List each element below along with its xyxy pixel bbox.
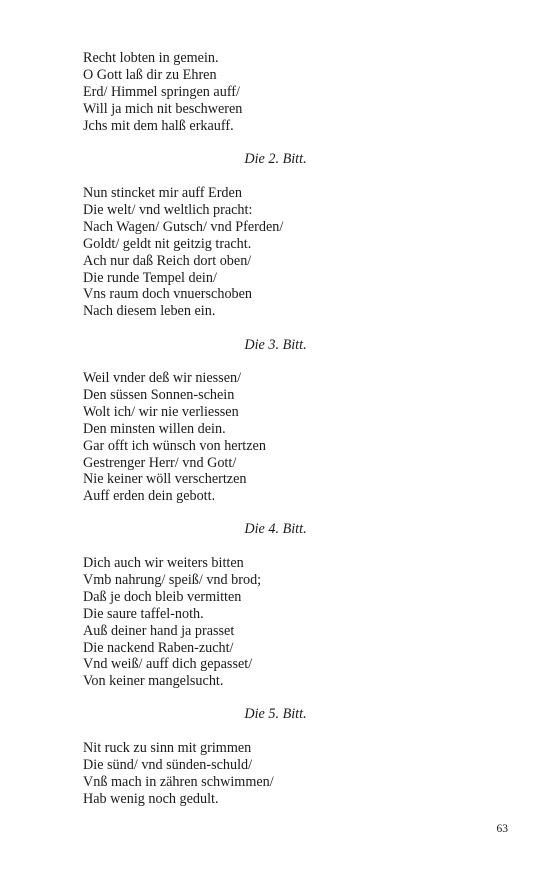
verse-line: Nit ruck zu sinn mit grimmen [83, 740, 252, 756]
verse-line: Erd/ Himmel springen auff/ [83, 83, 240, 100]
verse-line: Vnß mach in zähren schwimmen/ [83, 773, 274, 790]
verse-line: Nie keiner wöll verschertzen [83, 471, 247, 488]
verse-line: Weil vnder deß wir niessen/ [83, 370, 242, 386]
verse-line: Die runde Tempel dein/ [83, 269, 217, 286]
verse-line: Daß je doch bleib vermitten [83, 588, 242, 605]
verse-line: Den minsten willen dein. [83, 420, 226, 437]
stanza-3 [83, 370, 463, 505]
verse-line: Jchs mit dem halß erkauff. [83, 117, 234, 134]
verse-line: Nach diesem leben ein. [83, 303, 216, 320]
section-heading-4: Die 4. Bitt. [244, 521, 307, 537]
stanza-1 [83, 50, 463, 135]
verse-line: Ach nur daß Reich dort oben/ [83, 252, 252, 269]
verse-line: Wolt ich/ wir nie verliessen [83, 403, 239, 420]
page-number: 63 [496, 823, 508, 835]
verse-line: Die nackend Raben-zucht/ [83, 639, 234, 656]
section-heading-3: Die 3. Bitt. [244, 337, 307, 353]
verse-line: Auff erden dein gebott. [83, 488, 216, 505]
verse-line: Nun stincket mir auff Erden [83, 185, 242, 201]
stanza-5 [83, 740, 463, 808]
verse-line: Die sünd/ vnd sünden-schuld/ [83, 756, 253, 773]
verse-line: Hab wenig noch gedult. [83, 790, 219, 807]
verse-line: Gestrenger Herr/ vnd Gott/ [83, 454, 237, 471]
verse-line: Nach Wagen/ Gutsch/ vnd Pferden/ [83, 218, 284, 235]
stanza-2 [83, 185, 463, 320]
verse-line: Vns raum doch vnuerschoben [83, 286, 253, 303]
verse-line: Die welt/ vnd weltlich pracht: [83, 201, 253, 218]
verse-line: Will ja mich nit beschweren [83, 100, 243, 117]
section-heading-2: Die 2. Bitt. [244, 151, 307, 167]
verse-line: Dich auch wir weiters bitten [83, 555, 244, 571]
verse-line: Den süssen Sonnen-schein [83, 386, 235, 403]
verse-line: Goldt/ geldt nit geitzig tracht. [83, 235, 252, 252]
verse-line: Vnd weiß/ auff dich gepasset/ [83, 656, 253, 673]
section-heading-5: Die 5. Bitt. [244, 706, 307, 722]
verse-line: Vmb nahrung/ speiß/ vnd brod; [83, 571, 262, 588]
verse-line: O Gott laß dir zu Ehren [83, 66, 217, 83]
verse-line: Von keiner mangelsucht. [83, 673, 224, 690]
verse-line: Die saure taffel-noth. [83, 605, 204, 622]
verse-line: Gar offt ich wünsch von hertzen [83, 437, 266, 454]
stanza-4 [83, 555, 463, 690]
verse-line: Recht lobten in gemein. [83, 50, 219, 66]
verse-line: Auß deiner hand ja prasset [83, 622, 235, 639]
